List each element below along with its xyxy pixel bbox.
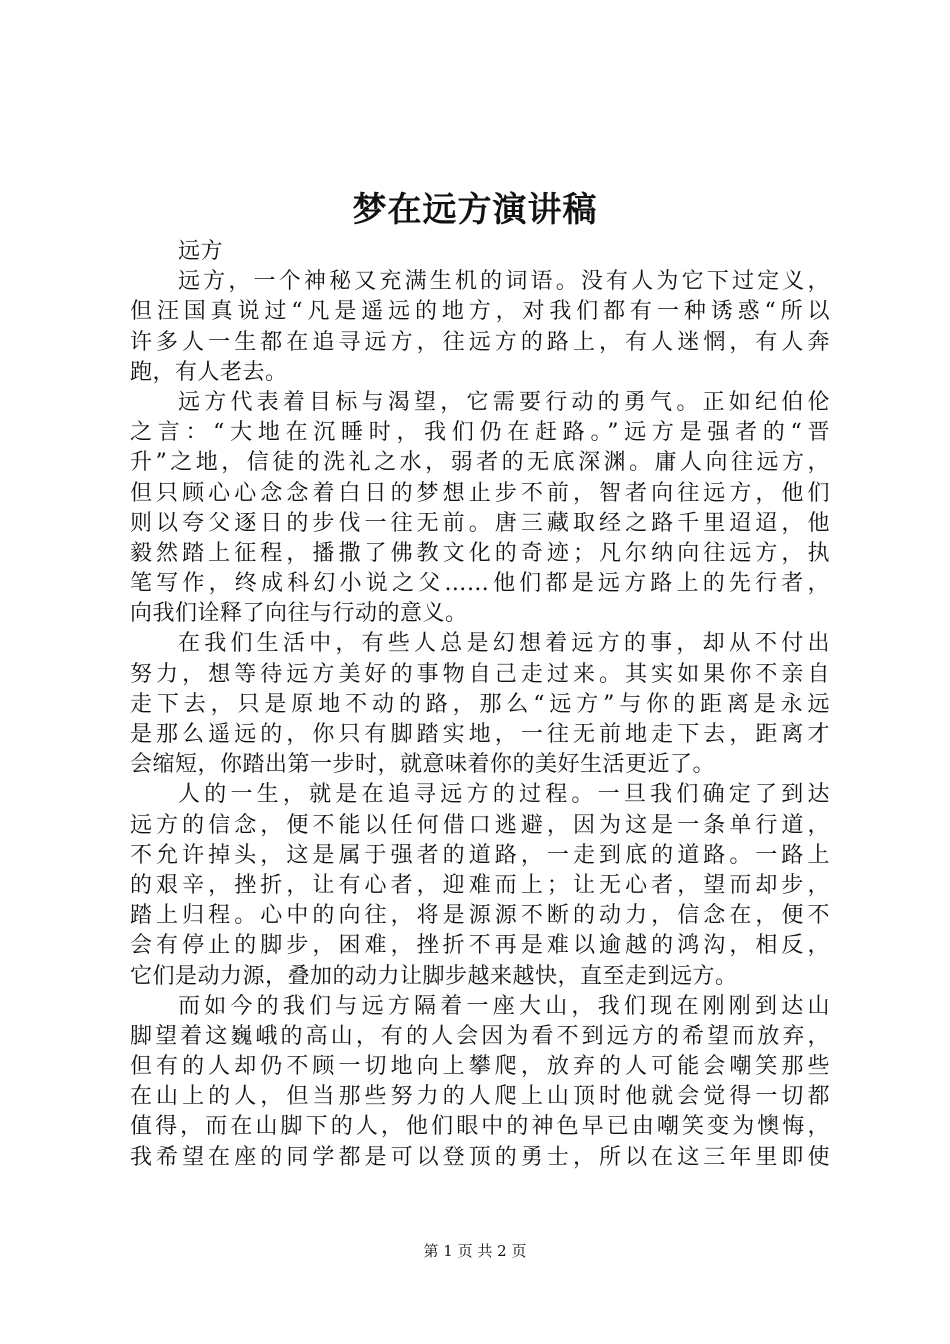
document-body (130, 237, 830, 1173)
text-line: 走下去，只是原地不动的路，那么“远方”与你的距离是永远 (130, 691, 830, 717)
text-line: 升”之地，信徒的洗礼之水，弱者的无底深渊。庸人向往远方， (130, 450, 830, 476)
text-line: 跑，有人老去。 (130, 359, 288, 385)
text-line: 毅然踏上征程，播撒了佛教文化的奇迹；凡尔纳向往远方，执 (130, 540, 830, 566)
text-line: 但汪国真说过“凡是遥远的地方，对我们都有一种诱惑“所以 (130, 299, 830, 325)
text-line: 在山上的人，但当那些努力的人爬上山顶时他就会觉得一切都 (130, 1084, 830, 1110)
text-line: 脚望着这巍峨的高山，有的人会因为看不到远方的希望而放弃， (130, 1023, 830, 1049)
text-line: 它们是动力源，叠加的动力让脚步越来越快，直至走到远方。 (130, 963, 738, 989)
text-line: 是那么遥远的，你只有脚踏实地，一往无前地走下去，距离才 (130, 722, 830, 747)
text-line: 远方代表着目标与渴望，它需要行动的勇气。正如纪伯伦 (178, 389, 830, 415)
text-line: 但只顾心心念念着白日的梦想止步不前，智者向往远方，他们 (130, 480, 830, 506)
text-line: 在我们生活中，有些人总是幻想着远方的事，却从不付出 (178, 631, 830, 657)
text-line: 而如今的我们与远方隔着一座大山，我们现在刚刚到达山 (178, 993, 830, 1019)
text-line: 笔写作，终成科幻小说之父……他们都是远方路上的先行者， (130, 571, 830, 597)
text-line: 但有的人却仍不顾一切地向上攀爬，放弃的人可能会嘲笑那些 (130, 1054, 830, 1080)
text-line: 之言：“大地在沉睡时，我们仍在赶路。”远方是强者的“晋 (130, 420, 830, 446)
text-line: 踏上归程。心中的向往，将是源源不断的动力，信念在，便不 (130, 903, 830, 929)
text-line: 努力，想等待远方美好的事物自己走过来。其实如果你不亲自 (130, 661, 830, 687)
document-title: 梦在远方演讲稿 (352, 190, 598, 230)
text-line: 许多人一生都在追寻远方，往远方的路上，有人迷惘，有人奔 (130, 329, 830, 355)
text-line: 会有停止的脚步，困难，挫折不再是难以逾越的鸿沟，相反， (130, 933, 830, 959)
text-line: 远方的信念，便不能以任何借口逃避，因为这是一条单行道， (130, 812, 830, 838)
text-line: 则以夸父逐日的步伐一往无前。唐三藏取经之路千里迢迢，他 (130, 510, 830, 536)
text-line: 向我们诠释了向往与行动的意义。 (130, 601, 468, 627)
page-footer: 第 1 页 共 2 页 (423, 1242, 527, 1260)
text-line: 远方，一个神秘又充满生机的词语。没有人为它下过定义， (178, 269, 830, 295)
text-line: 的艰辛，挫折，让有心者，迎难而上；让无心者，望而却步， (130, 872, 830, 898)
text-line: 我希望在座的同学都是可以登顶的勇士，所以在这三年里即使 (130, 1144, 830, 1170)
text-line: 不允许掉头，这是属于强者的道路，一走到底的道路。一路上 (130, 842, 830, 868)
text-line: 会缩短，你踏出第一步时，就意味着你的美好生活更近了。 (130, 752, 716, 778)
text-line: 人的一生，就是在追寻远方的过程。一旦我们确定了到达 (178, 782, 830, 808)
text-line: 远方 (178, 239, 224, 264)
text-line: 值得，而在山脚下的人，他们眼中的神色早已由嘲笑变为懊悔， (130, 1114, 830, 1140)
